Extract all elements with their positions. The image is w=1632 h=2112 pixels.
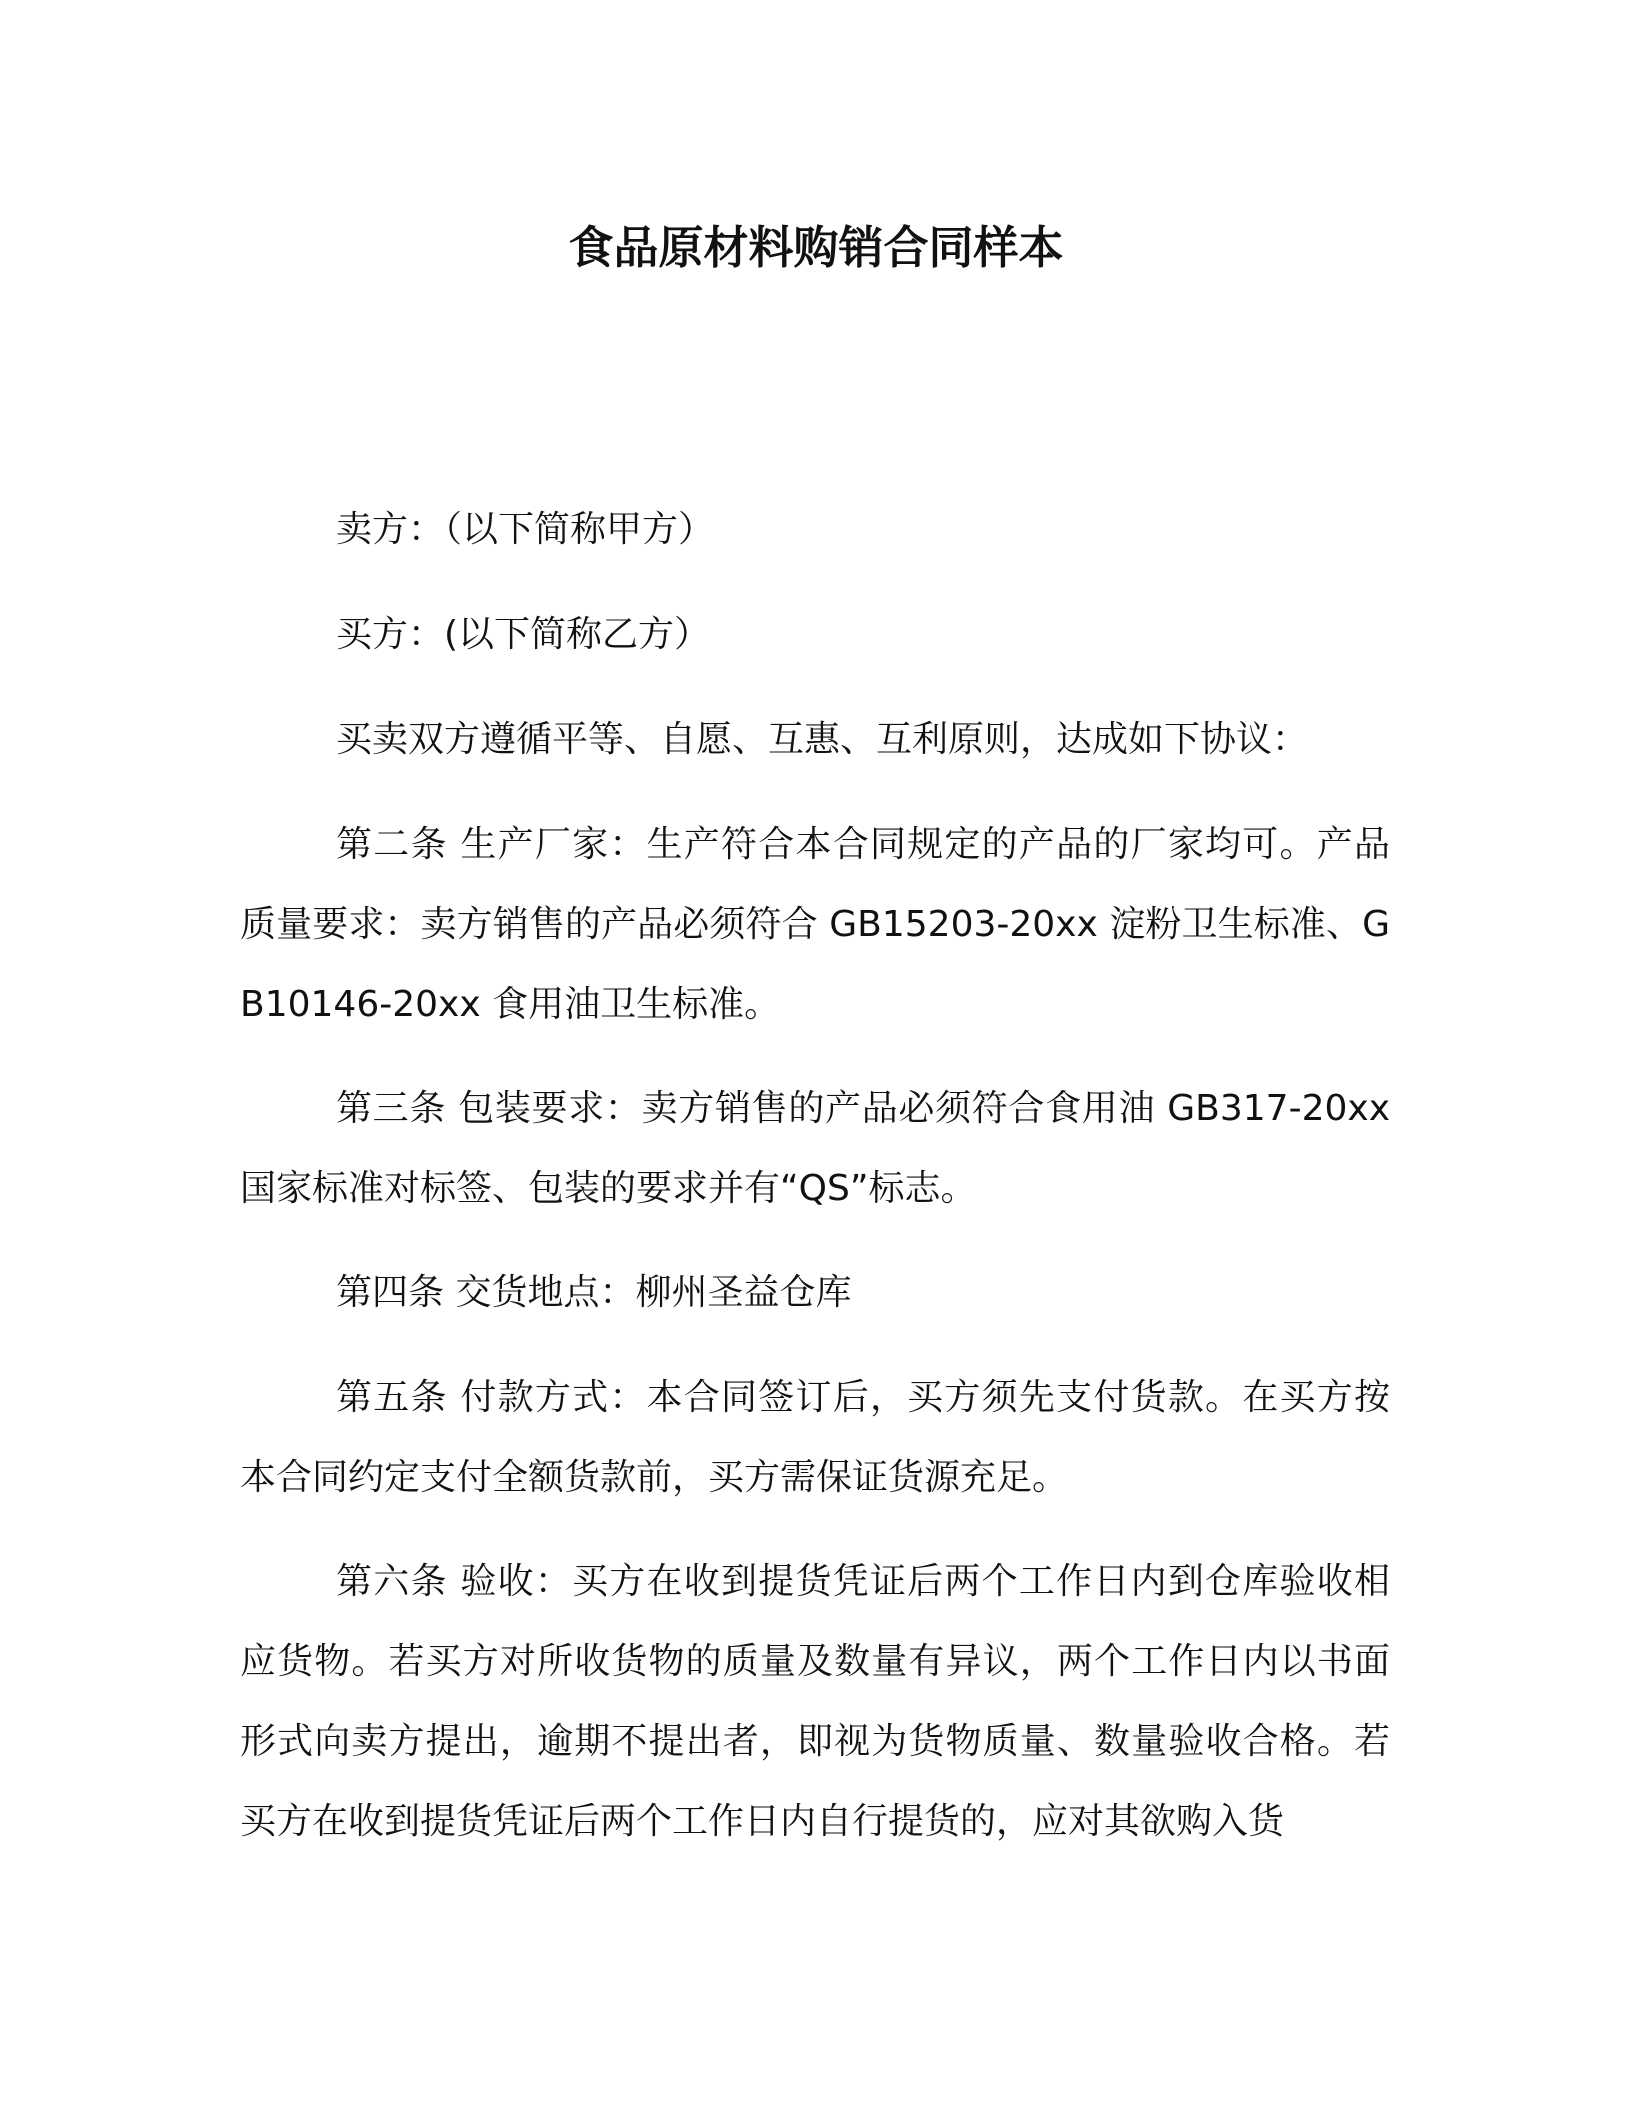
- article-6-inspection: 第六条 验收：买方在收到提货凭证后两个工作日内到仓库验收相应货物。若买方对所收货物的质量及数量有异议，两个工作日内以书面形式向卖方提出，逾期不提出者，即视为货物质量、数量验收合格。若买方在收到提货凭证后两个工作日内自行提货的，应对其欲购入货: [240, 1561, 1390, 1842]
- document-title: 食品原材料购销合同样本: [568, 221, 1064, 274]
- agreement-intro: 买卖双方遵循平等、自愿、互惠、互利原则，达成如下协议：: [336, 719, 1309, 760]
- article-4-delivery-location: 第四条 交货地点：柳州圣益仓库: [336, 1272, 852, 1313]
- article-2-manufacturer: 第二条 生产厂家：生产符合本合同规定的产品的厂家均可。产品质量要求：卖方销售的产品必须符合 GB15203-20xx 淀粉卫生标准、GB10146-20xx 食用油卫生标准。: [240, 824, 1390, 1025]
- article-5-payment: 第五条 付款方式：本合同签订后，买方须先支付货款。在买方按本合同约定支付全额货款前，买方需保证货源充足。: [240, 1377, 1390, 1498]
- buyer-line: 买方：(以下简称乙方）: [336, 614, 711, 655]
- seller-line: 卖方：（以下简称甲方）: [336, 509, 715, 550]
- article-3-packaging: 第三条 包装要求：卖方销售的产品必须符合食用油 GB317-20xx 国家标准对标签、包装的要求并有“QS”标志。: [240, 1088, 1390, 1209]
- document-body: [240, 490, 1390, 1886]
